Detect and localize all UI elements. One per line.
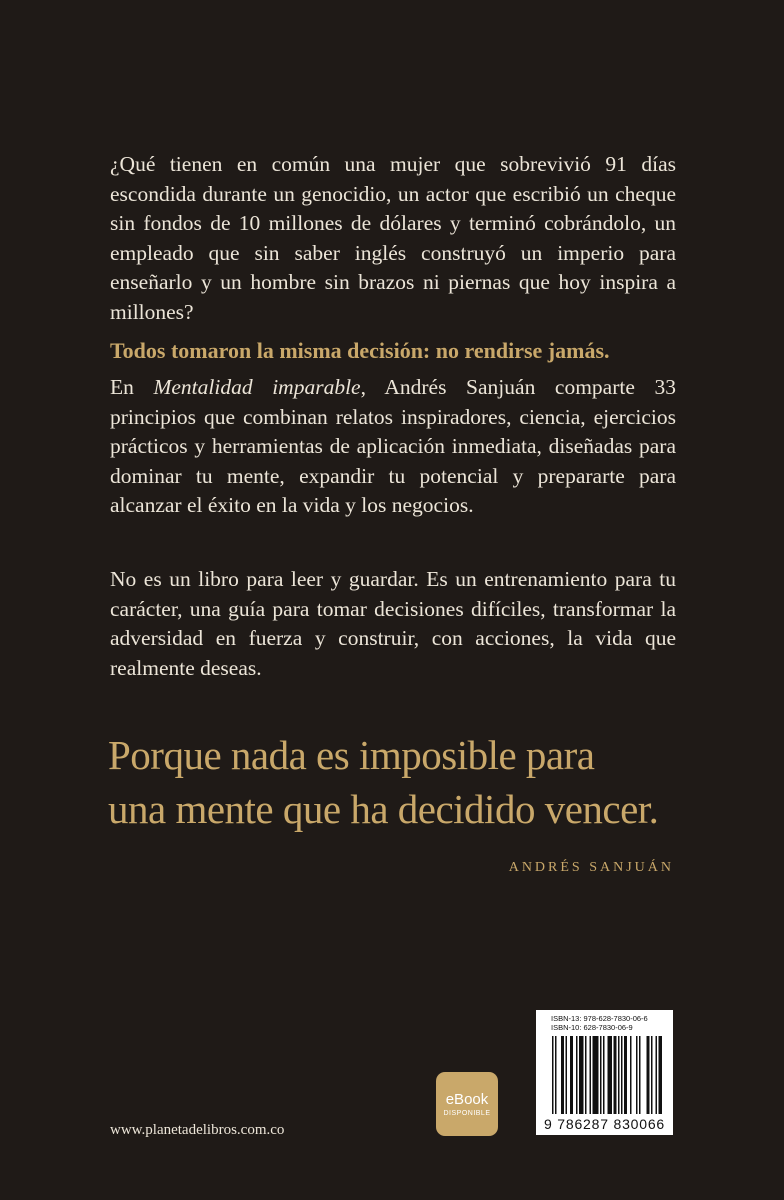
- barcode-bar: [566, 1036, 568, 1114]
- barcode-bar: [624, 1036, 627, 1114]
- pull-quote: [108, 728, 708, 836]
- barcode-bar: [636, 1036, 638, 1114]
- barcode-bar: [552, 1036, 554, 1114]
- summary-rest: , Andrés Sanjuán comparte 33 principios que combinan relatos inspiradores, ciencia, ejercicios prácticos y herramientas de aplicación inmediata, diseñadas para dominar tu mente, expandir tu potencial y prepararte para alcanzar el éxito en la vida y los negocios.: [110, 375, 676, 517]
- barcode-bar: [618, 1036, 620, 1114]
- barcode-bar: [647, 1036, 650, 1114]
- barcode-bar: [639, 1036, 641, 1114]
- barcode-digits: 9 786287 830066: [544, 1116, 665, 1132]
- isbn-10: ISBN-10: 628-7830-06-9: [551, 1023, 633, 1032]
- barcode-bar: [555, 1036, 557, 1114]
- quote-line-1: Porque nada es imposible para: [108, 732, 595, 778]
- publisher-website[interactable]: www.planetadelibros.com.co: [110, 1122, 285, 1138]
- tagline: Todos tomaron la misma decisión: no rendirse jamás.: [110, 338, 610, 363]
- barcode-bar: [570, 1036, 573, 1114]
- ebook-label: eBook: [445, 1090, 489, 1108]
- barcode-bar: [659, 1036, 663, 1114]
- summary-prefix: En: [110, 375, 154, 399]
- barcode-bar: [576, 1036, 578, 1114]
- barcode-bar: [651, 1036, 653, 1114]
- barcode-bar: [630, 1036, 632, 1114]
- barcode-bar: [590, 1036, 592, 1114]
- quote-line-2: una mente que ha decidido vencer.: [108, 786, 659, 832]
- barcode-bar: [656, 1036, 658, 1114]
- intro-paragraph: ¿Qué tienen en común una mujer que sobrevivió 91 días escondida durante un genocidio, un actor que escribió un cheque sin fondos de 10 millones de dólares y terminó cobrándolo, un empleado que sin saber inglés construyó un imperio para enseñarlo y un hombre sin brazos ni piernas que hoy inspira a millones?: [110, 152, 676, 324]
- barcode-bar: [600, 1036, 602, 1114]
- barcode-bar: [614, 1036, 617, 1114]
- isbn-barcode: [536, 1010, 673, 1135]
- closing-paragraph: No es un libro para leer y guardar. Es un entrenamiento para tu carácter, una guía para tomar decisiones difíciles, transformar la adversidad en fuerza y construir, con acciones, la vida que realmente deseas.: [110, 567, 676, 680]
- ebook-available: DISPONIBLE: [443, 1109, 491, 1117]
- summary-paragraph: [110, 373, 676, 521]
- quote-author: ANDRÉS SANJUÁN: [508, 860, 674, 875]
- barcode-bar: [603, 1036, 605, 1114]
- barcode-bar: [593, 1036, 599, 1114]
- barcode-bar: [608, 1036, 613, 1114]
- barcode-bar: [561, 1036, 564, 1114]
- barcode-bar: [621, 1036, 623, 1114]
- barcode-bar: [579, 1036, 584, 1114]
- isbn-13: ISBN-13: 978-628-7830-06-6: [551, 1014, 648, 1023]
- barcode-bar: [585, 1036, 587, 1114]
- ebook-badge: [436, 1072, 498, 1136]
- book-title: Mentalidad imparable: [153, 375, 361, 399]
